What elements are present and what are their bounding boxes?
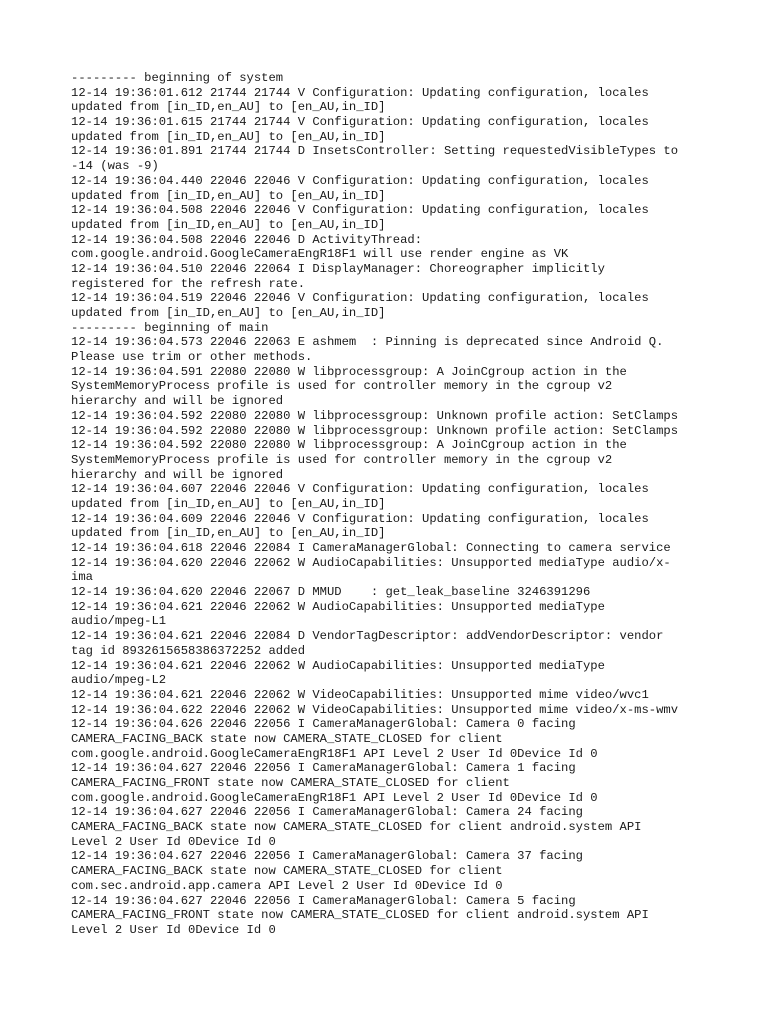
- log-line: 12-14 19:36:04.592 22080 22080 W libprocessgroup: Unknown profile action: SetClamps: [71, 423, 679, 438]
- log-line: -14 (was -9): [71, 159, 159, 174]
- log-line: updated from [in_ID,en_AU] to [en_AU,in_ID]: [71, 217, 386, 232]
- log-line: updated from [in_ID,en_AU] to [en_AU,in_ID]: [71, 526, 386, 541]
- log-line: CAMERA_FACING_BACK state now CAMERA_STATE_CLOSED for client: [71, 864, 503, 879]
- log-line: Level 2 User Id 0Device Id 0: [71, 834, 276, 849]
- log-line: 12-14 19:36:04.627 22046 22056 I CameraManagerGlobal: Camera 24 facing: [71, 805, 583, 820]
- log-line: hierarchy and will be ignored: [71, 467, 284, 482]
- log-line: com.google.android.GoogleCameraEngR18F1 API Level 2 User Id 0Device Id 0: [71, 746, 598, 761]
- log-line: updated from [in_ID,en_AU] to [en_AU,in_ID]: [71, 188, 386, 203]
- log-line: CAMERA_FACING_BACK state now CAMERA_STATE_CLOSED for client android.system API: [71, 820, 642, 835]
- log-line: 12-14 19:36:04.621 22046 22084 D VendorTagDescriptor: addVendorDescriptor: vendor: [71, 629, 664, 644]
- log-line: 12-14 19:36:01.615 21744 21744 V Configuration: Updating configuration, locales: [71, 115, 649, 130]
- log-line: com.google.android.GoogleCameraEngR18F1 API Level 2 User Id 0Device Id 0: [71, 790, 598, 805]
- log-line: 12-14 19:36:04.627 22046 22056 I CameraManagerGlobal: Camera 5 facing: [71, 893, 576, 908]
- log-line: 12-14 19:36:04.621 22046 22062 W VideoCapabilities: Unsupported mime video/wvc1: [71, 687, 649, 702]
- log-line: 12-14 19:36:04.573 22046 22063 E ashmem : Pinning is deprecated since Android Q.: [71, 335, 664, 350]
- log-line: 12-14 19:36:04.440 22046 22046 V Configuration: Updating configuration, locales: [71, 173, 649, 188]
- log-line: CAMERA_FACING_FRONT state now CAMERA_STATE_CLOSED for client: [71, 776, 510, 790]
- log-line: updated from [in_ID,en_AU] to [en_AU,in_ID]: [71, 129, 386, 144]
- log-line: SystemMemoryProcess profile is used for controller memory in the cgroup v2: [71, 379, 613, 394]
- log-line: 12-14 19:36:04.620 22046 22067 D MMUD : get_leak_baseline 3246391296: [71, 585, 591, 600]
- log-line: updated from [in_ID,en_AU] to [en_AU,in_ID]: [71, 496, 386, 511]
- log-line: --------- beginning of system: [71, 71, 284, 85]
- log-line: CAMERA_FACING_FRONT state now CAMERA_STATE_CLOSED for client android.system API: [71, 908, 649, 923]
- log-line: CAMERA_FACING_BACK state now CAMERA_STATE_CLOSED for client: [71, 731, 503, 746]
- log-line: --------- beginning of main: [71, 320, 269, 335]
- log-line: 12-14 19:36:01.612 21744 21744 V Configuration: Updating configuration, locales: [71, 85, 649, 100]
- log-line: 12-14 19:36:04.621 22046 22062 W AudioCapabilities: Unsupported mediaType: [71, 658, 605, 673]
- log-line: 12-14 19:36:04.626 22046 22056 I CameraManagerGlobal: Camera 0 facing: [71, 717, 576, 732]
- log-line: 12-14 19:36:04.592 22080 22080 W libprocessgroup: A JoinCgroup action in the: [71, 438, 627, 453]
- log-line: 12-14 19:36:04.622 22046 22062 W VideoCapabilities: Unsupported mime video/x-ms-wmv: [71, 702, 679, 717]
- log-line: com.google.android.GoogleCameraEngR18F1 will use render engine as VK: [71, 247, 569, 262]
- log-line: 12-14 19:36:04.519 22046 22046 V Configuration: Updating configuration, locales: [71, 291, 649, 306]
- log-line: 12-14 19:36:04.609 22046 22046 V Configuration: Updating configuration, locales: [71, 511, 649, 526]
- log-line: 12-14 19:36:04.620 22046 22062 W AudioCapabilities: Unsupported mediaType audio/x-: [71, 555, 671, 570]
- log-text: [71, 71, 711, 938]
- log-line: hierarchy and will be ignored: [71, 394, 284, 409]
- log-line: 12-14 19:36:04.627 22046 22056 I CameraManagerGlobal: Camera 1 facing: [71, 761, 576, 776]
- log-line: Please use trim or other methods.: [71, 350, 313, 365]
- log-line: 12-14 19:36:04.627 22046 22056 I CameraManagerGlobal: Camera 37 facing: [71, 849, 583, 864]
- log-line: updated from [in_ID,en_AU] to [en_AU,in_ID]: [71, 306, 386, 320]
- log-line: com.sec.android.app.camera API Level 2 User Id 0Device Id 0: [71, 878, 503, 893]
- log-line: audio/mpeg-L2: [71, 673, 167, 688]
- log-line: 12-14 19:36:04.591 22080 22080 W libprocessgroup: A JoinCgroup action in the: [71, 364, 627, 379]
- log-line: SystemMemoryProcess profile is used for controller memory in the cgroup v2: [71, 452, 613, 467]
- log-line: audio/mpeg-L1: [71, 614, 167, 629]
- log-line: 12-14 19:36:04.618 22046 22084 I CameraManagerGlobal: Connecting to camera service: [71, 541, 671, 555]
- log-line: registered for the refresh rate.: [71, 276, 306, 291]
- log-line: 12-14 19:36:04.621 22046 22062 W AudioCapabilities: Unsupported mediaType: [71, 599, 605, 614]
- log-line: tag id 8932615658386372252 added: [71, 643, 306, 658]
- log-line: 12-14 19:36:04.607 22046 22046 V Configuration: Updating configuration, locales: [71, 482, 649, 497]
- log-line: ima: [71, 570, 93, 585]
- log-line: updated from [in_ID,en_AU] to [en_AU,in_ID]: [71, 100, 386, 115]
- log-line: 12-14 19:36:01.891 21744 21744 D InsetsController: Setting requestedVisibleTypes to: [71, 144, 679, 159]
- log-line: 12-14 19:36:04.592 22080 22080 W libprocessgroup: Unknown profile action: SetClamps: [71, 408, 679, 423]
- log-line: 12-14 19:36:04.508 22046 22046 V Configuration: Updating configuration, locales: [71, 203, 649, 218]
- log-line: 12-14 19:36:04.508 22046 22046 D ActivityThread:: [71, 232, 423, 247]
- log-line: 12-14 19:36:04.510 22046 22064 I DisplayManager: Choreographer implicitly: [71, 261, 605, 276]
- log-line: Level 2 User Id 0Device Id 0: [71, 922, 276, 937]
